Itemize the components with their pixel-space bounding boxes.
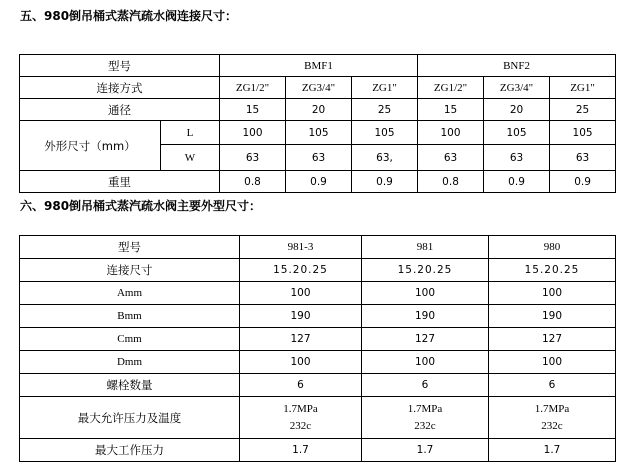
model-bmf1: BMF1 [220, 55, 418, 77]
bore-cell: 20 [286, 99, 352, 121]
connection-cell: ZG1/2" [220, 77, 286, 99]
max-allow-cell [362, 397, 489, 439]
row-label: Bmm [20, 305, 240, 328]
model-cell: 981 [362, 236, 489, 259]
dim-cell: 100 [240, 282, 362, 305]
connection-size-cell: 15.20.25 [489, 259, 616, 282]
dim-cell: 100 [489, 282, 616, 305]
weight-cell: 0.9 [286, 171, 352, 193]
bore-cell: 15 [220, 99, 286, 121]
connection-size-cell: 15.20.25 [240, 259, 362, 282]
connection-cell: ZG1/2" [418, 77, 484, 99]
L-cell: 105 [550, 121, 616, 145]
L-cell: 100 [418, 121, 484, 145]
L-cell: 105 [352, 121, 418, 145]
dim-cell: 127 [489, 328, 616, 351]
dim-cell: 100 [240, 351, 362, 374]
temperature-value: 232c [289, 419, 312, 432]
dim-cell: 127 [362, 328, 489, 351]
row-label: 连接尺寸 [20, 259, 240, 282]
weight-cell: 0.8 [220, 171, 286, 193]
row-label: Amm [20, 282, 240, 305]
L-cell: 100 [220, 121, 286, 145]
connection-label: 连接方式 [20, 77, 220, 99]
dim-cell: 100 [362, 351, 489, 374]
W-cell: 63, [352, 145, 418, 171]
bolt-count-cell: 6 [489, 374, 616, 397]
W-cell: 63 [484, 145, 550, 171]
max-work-cell: 1.7 [362, 439, 489, 462]
model-cell: 981-3 [240, 236, 362, 259]
row-label: 螺栓数量 [20, 374, 240, 397]
section6-title: 六、980倒吊桶式蒸汽疏水阀主要外型尺寸： [20, 199, 262, 213]
max-allow-label: 最大允许压力及温度 [20, 397, 240, 439]
section5-title: 五、980倒吊桶式蒸汽疏水阀连接尺寸： [20, 9, 238, 23]
max-work-label: 最大工作压力 [20, 439, 240, 462]
weight-cell: 0.9 [550, 171, 616, 193]
connection-size-table [19, 54, 616, 193]
temperature-value: 232c [414, 419, 436, 432]
weight-cell: 0.8 [418, 171, 484, 193]
W-cell: 63 [220, 145, 286, 171]
pressure-value: 1.7MPa [407, 402, 443, 415]
bore-cell: 25 [352, 99, 418, 121]
max-allow-cell [489, 397, 616, 439]
pressure-value: 1.7MPa [534, 402, 570, 415]
outer-size-label: 外形尺寸（mm） [20, 121, 161, 171]
bore-cell: 25 [550, 99, 616, 121]
dim-cell: 190 [489, 305, 616, 328]
bore-cell: 20 [484, 99, 550, 121]
weight-label: 重里 [20, 171, 220, 193]
bolt-count-cell: 6 [240, 374, 362, 397]
model-cell: 980 [489, 236, 616, 259]
W-cell: 63 [550, 145, 616, 171]
connection-size-cell: 15.20.25 [362, 259, 489, 282]
pressure-value: 1.7MPa [283, 402, 318, 415]
dim-cell: 190 [240, 305, 362, 328]
outer-size-table [19, 235, 616, 462]
L-cell: 105 [286, 121, 352, 145]
connection-cell: ZG3/4" [286, 77, 352, 99]
dim-cell: 190 [362, 305, 489, 328]
model-header-label: 型号 [20, 55, 220, 77]
W-cell: 63 [286, 145, 352, 171]
connection-cell: ZG1" [352, 77, 418, 99]
row-label: Dmm [20, 351, 240, 374]
connection-cell: ZG1" [550, 77, 616, 99]
L-label: L [161, 121, 220, 145]
bolt-count-cell: 6 [362, 374, 489, 397]
bore-cell: 15 [418, 99, 484, 121]
max-work-cell: 1.7 [489, 439, 616, 462]
model-bnf2: BNF2 [418, 55, 616, 77]
W-label: W [161, 145, 220, 171]
temperature-value: 232c [541, 419, 563, 432]
dim-cell: 100 [362, 282, 489, 305]
L-cell: 105 [484, 121, 550, 145]
dim-cell: 100 [489, 351, 616, 374]
weight-cell: 0.9 [352, 171, 418, 193]
dim-cell: 127 [240, 328, 362, 351]
bore-label: 通径 [20, 99, 220, 121]
max-work-cell: 1.7 [240, 439, 362, 462]
connection-cell: ZG3/4" [484, 77, 550, 99]
W-cell: 63 [418, 145, 484, 171]
weight-cell: 0.9 [484, 171, 550, 193]
max-allow-cell [240, 397, 362, 439]
row-label: Cmm [20, 328, 240, 351]
row-label: 型号 [20, 236, 240, 259]
